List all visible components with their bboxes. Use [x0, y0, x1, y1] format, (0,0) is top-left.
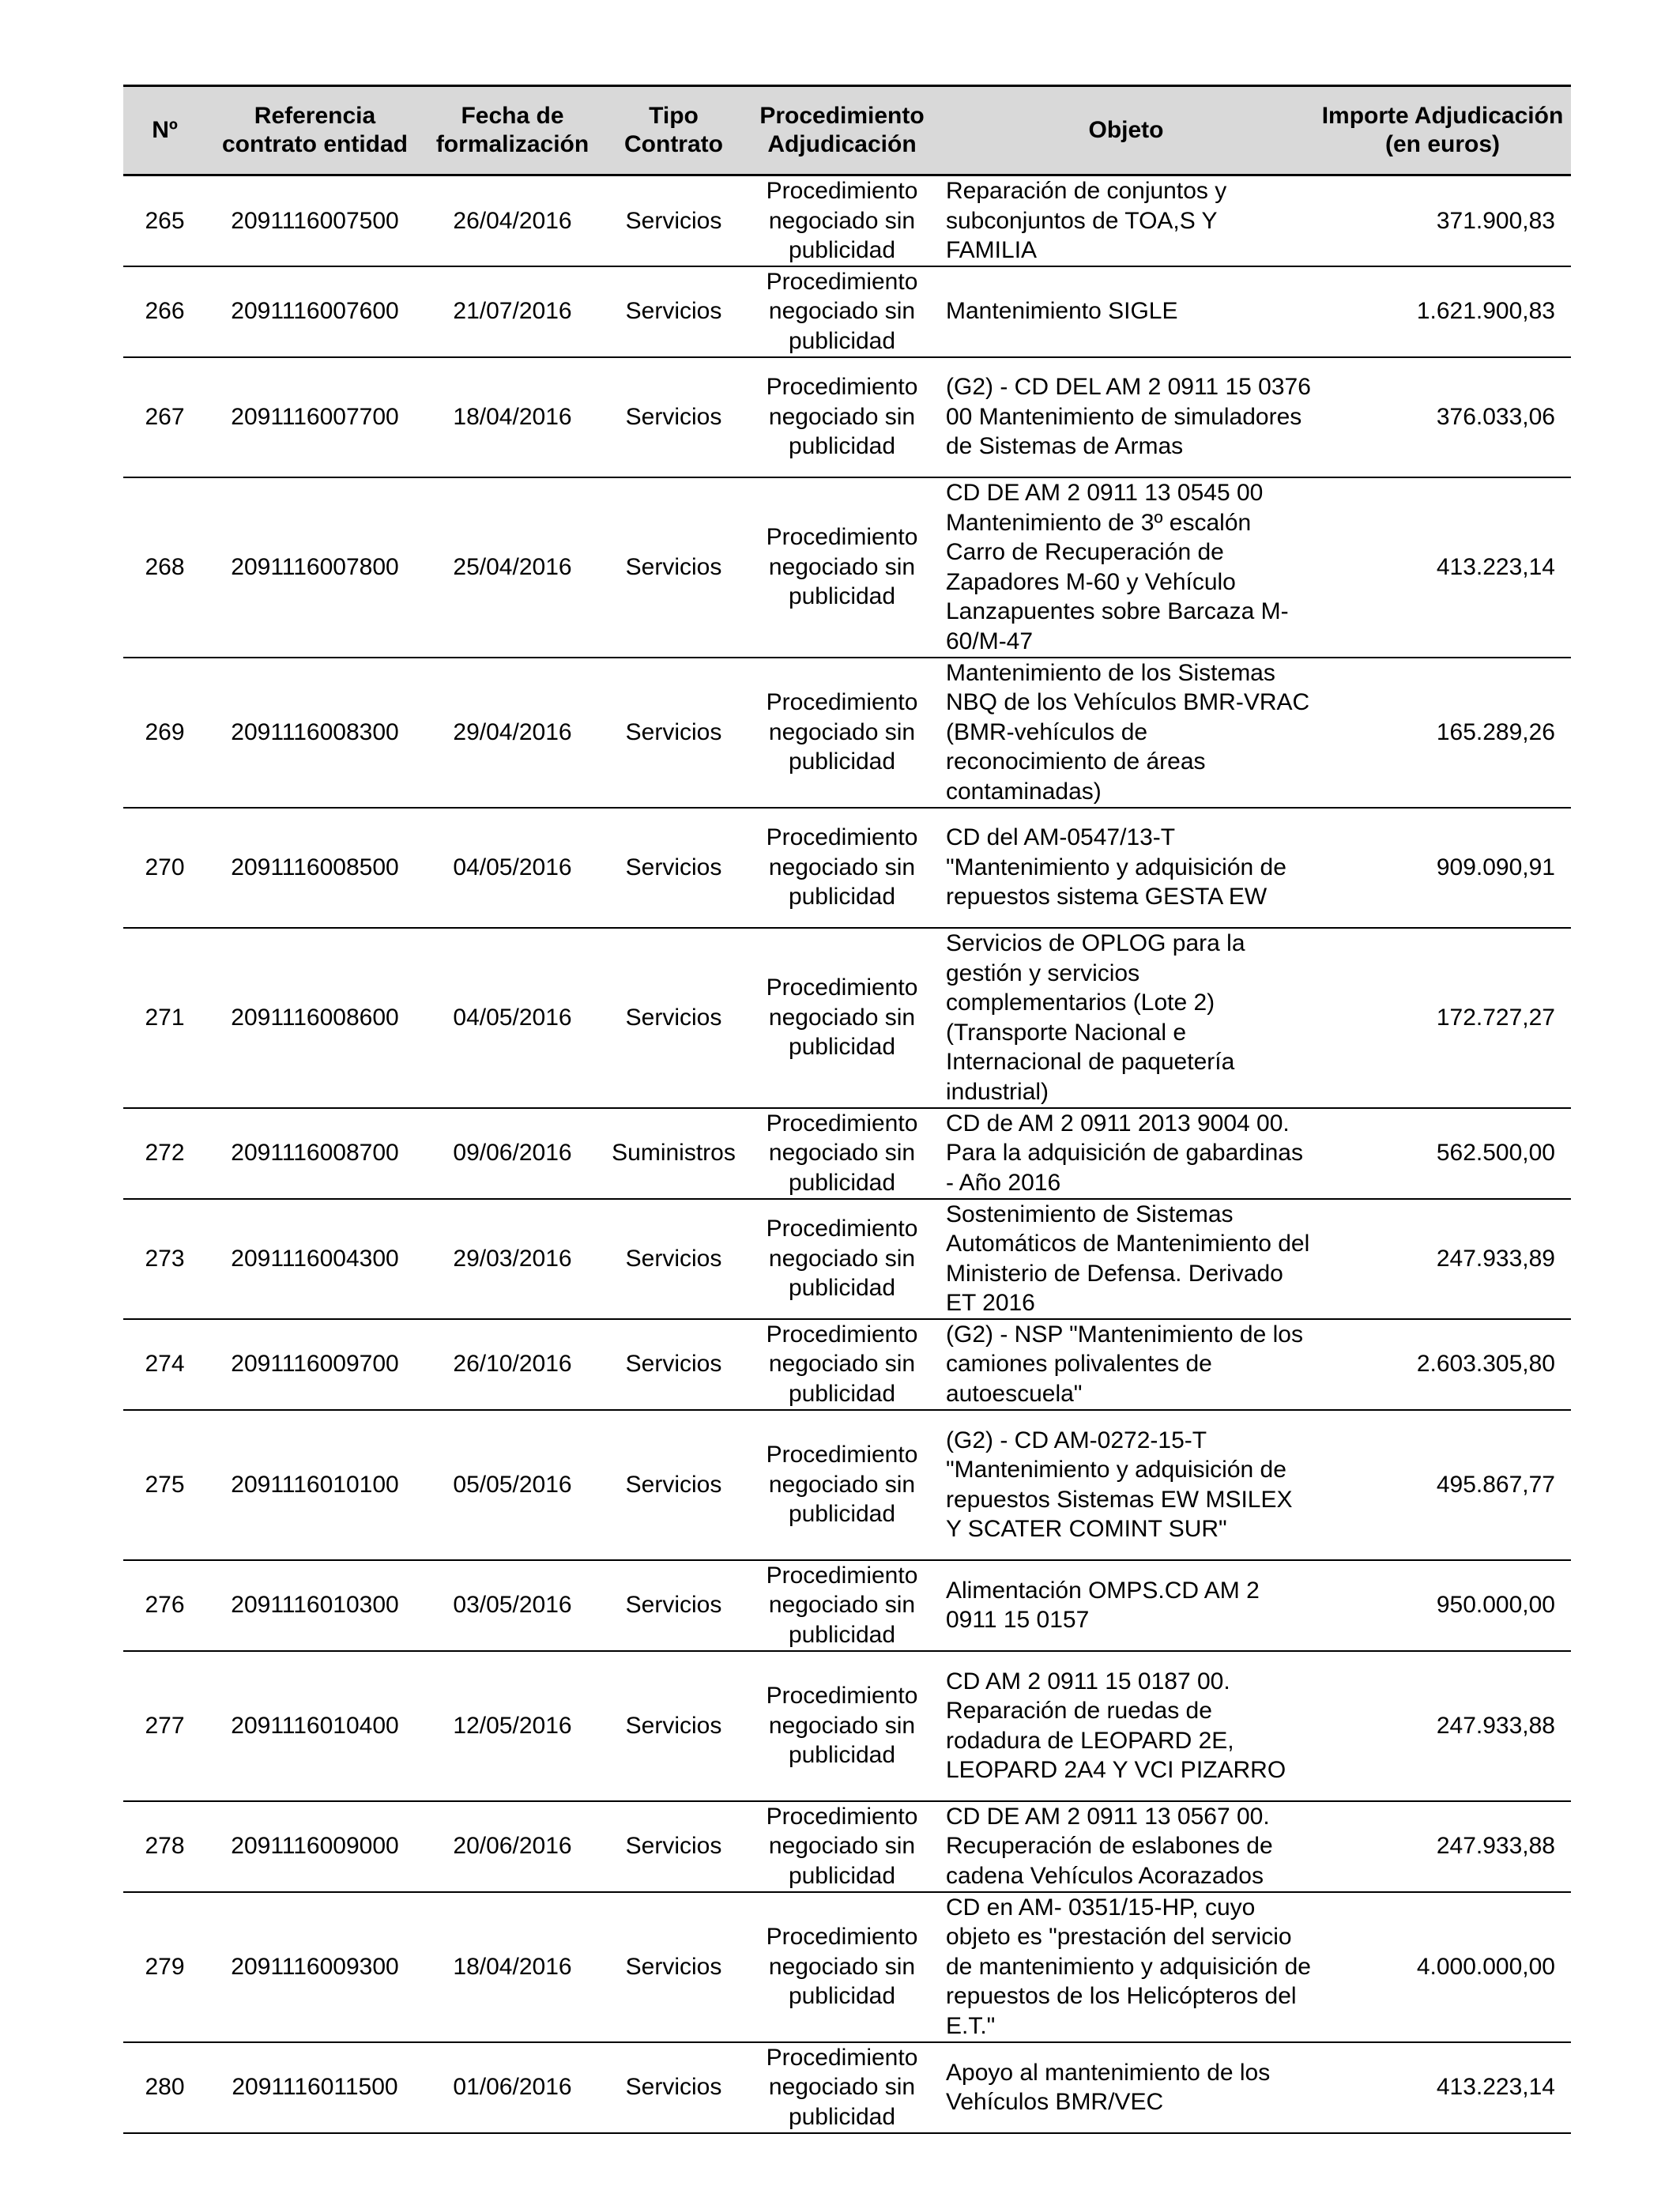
cell-objeto: (G2) - NSP "Mantenimiento de los camiones polivalentes de autoescuela": [938, 1319, 1314, 1410]
cell-tipo: Servicios: [601, 477, 746, 658]
cell-tipo: Servicios: [601, 928, 746, 1108]
cell-importe: 562.500,00: [1314, 1108, 1571, 1199]
contracts-table: [123, 85, 1571, 2134]
cell-objeto: Alimentación OMPS.CD AM 2 0911 15 0157: [938, 1560, 1314, 1651]
cell-objeto: Mantenimiento SIGLE: [938, 266, 1314, 357]
cell-fecha: 29/04/2016: [424, 658, 601, 808]
cell-tipo: Servicios: [601, 175, 746, 266]
table-row: [123, 1801, 1571, 1892]
header-referencia: Referencia contrato entidad: [206, 86, 424, 175]
table-row: [123, 357, 1571, 477]
cell-importe: 247.933,88: [1314, 1651, 1571, 1801]
cell-objeto: Apoyo al mantenimiento de los Vehículos BMR/VEC: [938, 2042, 1314, 2133]
cell-fecha: 03/05/2016: [424, 1560, 601, 1651]
cell-referencia: 2091116009000: [206, 1801, 424, 1892]
cell-n: 266: [123, 266, 206, 357]
cell-procedimiento: Procedimiento negociado sin publicidad: [746, 175, 938, 266]
cell-referencia: 2091116010400: [206, 1651, 424, 1801]
cell-tipo: Servicios: [601, 2042, 746, 2133]
cell-fecha: 18/04/2016: [424, 1892, 601, 2042]
table-header: [123, 86, 1571, 175]
cell-importe: 247.933,89: [1314, 1199, 1571, 1319]
cell-objeto: Mantenimiento de los Sistemas NBQ de los Vehículos BMR-VRAC (BMR-vehículos de reconocimiento de áreas contaminadas): [938, 658, 1314, 808]
cell-tipo: Servicios: [601, 1801, 746, 1892]
cell-objeto: (G2) - CD AM-0272-15-T "Mantenimiento y adquisición de repuestos Sistemas EW MSILEX Y SCATER COMINT SUR": [938, 1410, 1314, 1560]
table-row: [123, 1410, 1571, 1560]
cell-n: 277: [123, 1651, 206, 1801]
cell-n: 267: [123, 357, 206, 477]
cell-procedimiento: Procedimiento negociado sin publicidad: [746, 1892, 938, 2042]
cell-fecha: 01/06/2016: [424, 2042, 601, 2133]
header-fecha: Fecha de formalización: [424, 86, 601, 175]
header-row: [123, 86, 1571, 175]
cell-procedimiento: Procedimiento negociado sin publicidad: [746, 808, 938, 928]
table-body: [123, 175, 1571, 2133]
cell-procedimiento: Procedimiento negociado sin publicidad: [746, 1319, 938, 1410]
cell-n: 279: [123, 1892, 206, 2042]
cell-objeto: CD AM 2 0911 15 0187 00. Reparación de ruedas de rodadura de LEOPARD 2E, LEOPARD 2A4 Y VCI PIZARRO: [938, 1651, 1314, 1801]
table-row: [123, 658, 1571, 808]
cell-referencia: 2091116004300: [206, 1199, 424, 1319]
cell-importe: 4.000.000,00: [1314, 1892, 1571, 2042]
cell-n: 280: [123, 2042, 206, 2133]
cell-objeto: CD DE AM 2 0911 13 0567 00. Recuperación de eslabones de cadena Vehículos Acorazados: [938, 1801, 1314, 1892]
contracts-sheet: [123, 85, 1571, 2134]
cell-procedimiento: Procedimiento negociado sin publicidad: [746, 1651, 938, 1801]
cell-tipo: Servicios: [601, 1651, 746, 1801]
cell-n: 278: [123, 1801, 206, 1892]
cell-referencia: 2091116009300: [206, 1892, 424, 2042]
header-tipo: Tipo Contrato: [601, 86, 746, 175]
cell-tipo: Servicios: [601, 1560, 746, 1651]
cell-n: 265: [123, 175, 206, 266]
header-importe: Importe Adjudicación (en euros): [1314, 86, 1571, 175]
cell-referencia: 2091116008600: [206, 928, 424, 1108]
cell-referencia: 2091116007500: [206, 175, 424, 266]
cell-procedimiento: Procedimiento negociado sin publicidad: [746, 1560, 938, 1651]
cell-fecha: 26/04/2016: [424, 175, 601, 266]
cell-importe: 413.223,14: [1314, 477, 1571, 658]
cell-n: 276: [123, 1560, 206, 1651]
cell-fecha: 26/10/2016: [424, 1319, 601, 1410]
cell-fecha: 18/04/2016: [424, 357, 601, 477]
cell-importe: 909.090,91: [1314, 808, 1571, 928]
cell-fecha: 04/05/2016: [424, 808, 601, 928]
cell-referencia: 2091116008300: [206, 658, 424, 808]
cell-fecha: 25/04/2016: [424, 477, 601, 658]
cell-tipo: Servicios: [601, 1199, 746, 1319]
table-row: [123, 477, 1571, 658]
cell-tipo: Servicios: [601, 658, 746, 808]
cell-n: 273: [123, 1199, 206, 1319]
table-row: [123, 1651, 1571, 1801]
cell-fecha: 29/03/2016: [424, 1199, 601, 1319]
cell-importe: 376.033,06: [1314, 357, 1571, 477]
table-row: [123, 808, 1571, 928]
cell-procedimiento: Procedimiento negociado sin publicidad: [746, 658, 938, 808]
cell-referencia: 2091116008700: [206, 1108, 424, 1199]
header-procedimiento: Procedimiento Adjudicación: [746, 86, 938, 175]
cell-procedimiento: Procedimiento negociado sin publicidad: [746, 1108, 938, 1199]
cell-tipo: Servicios: [601, 1410, 746, 1560]
cell-n: 274: [123, 1319, 206, 1410]
cell-tipo: Servicios: [601, 266, 746, 357]
cell-tipo: Servicios: [601, 1319, 746, 1410]
cell-tipo: Servicios: [601, 357, 746, 477]
cell-referencia: 2091116009700: [206, 1319, 424, 1410]
cell-n: 269: [123, 658, 206, 808]
cell-procedimiento: Procedimiento negociado sin publicidad: [746, 266, 938, 357]
cell-tipo: Servicios: [601, 1892, 746, 2042]
header-n: Nº: [123, 86, 206, 175]
table-row: [123, 1892, 1571, 2042]
cell-fecha: 04/05/2016: [424, 928, 601, 1108]
cell-referencia: 2091116007600: [206, 266, 424, 357]
cell-fecha: 12/05/2016: [424, 1651, 601, 1801]
cell-fecha: 21/07/2016: [424, 266, 601, 357]
cell-procedimiento: Procedimiento negociado sin publicidad: [746, 1199, 938, 1319]
cell-tipo: Suministros: [601, 1108, 746, 1199]
cell-n: 268: [123, 477, 206, 658]
cell-fecha: 09/06/2016: [424, 1108, 601, 1199]
cell-importe: 2.603.305,80: [1314, 1319, 1571, 1410]
table-row: [123, 266, 1571, 357]
cell-n: 275: [123, 1410, 206, 1560]
cell-referencia: 2091116007800: [206, 477, 424, 658]
cell-procedimiento: Procedimiento negociado sin publicidad: [746, 2042, 938, 2133]
cell-objeto: Sostenimiento de Sistemas Automáticos de Mantenimiento del Ministerio de Defensa. Derivado ET 2016: [938, 1199, 1314, 1319]
table-row: [123, 175, 1571, 266]
cell-importe: 371.900,83: [1314, 175, 1571, 266]
cell-objeto: CD de AM 2 0911 2013 9004 00. Para la adquisición de gabardinas - Año 2016: [938, 1108, 1314, 1199]
table-row: [123, 1560, 1571, 1651]
cell-fecha: 20/06/2016: [424, 1801, 601, 1892]
cell-procedimiento: Procedimiento negociado sin publicidad: [746, 928, 938, 1108]
table-row: [123, 2042, 1571, 2133]
cell-importe: 165.289,26: [1314, 658, 1571, 808]
table-row: [123, 1108, 1571, 1199]
cell-procedimiento: Procedimiento negociado sin publicidad: [746, 1410, 938, 1560]
cell-n: 272: [123, 1108, 206, 1199]
cell-importe: 1.621.900,83: [1314, 266, 1571, 357]
cell-referencia: 2091116010300: [206, 1560, 424, 1651]
cell-procedimiento: Procedimiento negociado sin publicidad: [746, 477, 938, 658]
cell-objeto: CD del AM-0547/13-T "Mantenimiento y adquisición de repuestos sistema GESTA EW: [938, 808, 1314, 928]
cell-objeto: Servicios de OPLOG para la gestión y servicios complementarios (Lote 2) (Transporte Nacional e Internacional de paquetería industrial): [938, 928, 1314, 1108]
cell-objeto: CD DE AM 2 0911 13 0545 00 Mantenimiento de 3º escalón Carro de Recuperación de Zapadores M-60 y Vehículo Lanzapuentes sobre Barcaza M-60/M-47: [938, 477, 1314, 658]
cell-importe: 172.727,27: [1314, 928, 1571, 1108]
cell-objeto: CD en AM- 0351/15-HP, cuyo objeto es "prestación del servicio de mantenimiento y adquisición de repuestos de los Helicópteros del E.T.": [938, 1892, 1314, 2042]
cell-n: 271: [123, 928, 206, 1108]
cell-referencia: 2091116007700: [206, 357, 424, 477]
table-row: [123, 1199, 1571, 1319]
cell-objeto: (G2) - CD DEL AM 2 0911 15 0376 00 Mantenimiento de simuladores de Sistemas de Armas: [938, 357, 1314, 477]
table-row: [123, 1319, 1571, 1410]
cell-importe: 413.223,14: [1314, 2042, 1571, 2133]
cell-importe: 950.000,00: [1314, 1560, 1571, 1651]
cell-importe: 495.867,77: [1314, 1410, 1571, 1560]
cell-procedimiento: Procedimiento negociado sin publicidad: [746, 1801, 938, 1892]
cell-n: 270: [123, 808, 206, 928]
table-row: [123, 928, 1571, 1108]
cell-referencia: 2091116008500: [206, 808, 424, 928]
cell-fecha: 05/05/2016: [424, 1410, 601, 1560]
header-objeto: Objeto: [938, 86, 1314, 175]
cell-tipo: Servicios: [601, 808, 746, 928]
cell-referencia: 2091116010100: [206, 1410, 424, 1560]
cell-objeto: Reparación de conjuntos y subconjuntos de TOA,S Y FAMILIA: [938, 175, 1314, 266]
cell-procedimiento: Procedimiento negociado sin publicidad: [746, 357, 938, 477]
cell-importe: 247.933,88: [1314, 1801, 1571, 1892]
cell-referencia: 2091116011500: [206, 2042, 424, 2133]
